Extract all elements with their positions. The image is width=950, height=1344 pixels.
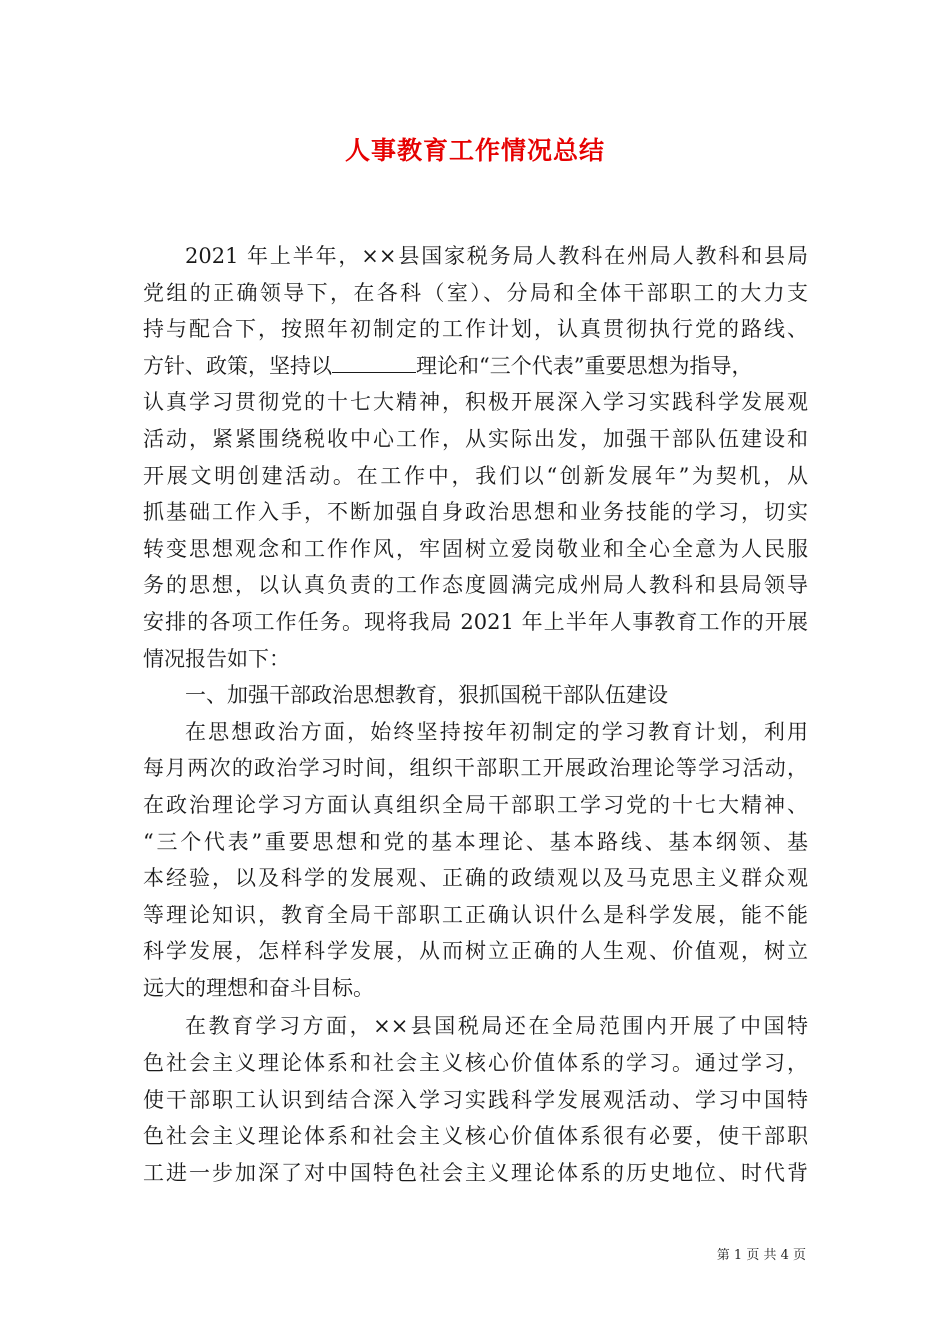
paragraph-line: 情况报告如下： [143, 646, 290, 671]
document-body [143, 238, 808, 1191]
document-title: 人事教育工作情况总结 [344, 136, 605, 165]
paragraph-line: 在思想政治方面，始终坚持按年初制定的学习教育计划，利用 [185, 719, 808, 744]
paragraph-line: 转变思想观念和工作作风，牢固树立爱岗敬业和全心全意为人民服 [143, 536, 808, 561]
paragraph-line: 开展文明创建活动。在工作中，我们以“创新发展年”为契机，从 [143, 463, 808, 488]
paragraph-line: 等理论知识，教育全局干部职工正确认识什么是科学发展，能不能 [143, 902, 808, 927]
paragraph-line-with-blank [143, 348, 808, 385]
paragraph-line: 本经验，以及科学的发展观、正确的政绩观以及马克思主义群众观 [143, 866, 808, 891]
blank-line-after: 理论和“三个代表”重要思想为指导， [416, 353, 753, 378]
paragraph-line: 认真学习贯彻党的十七大精神，积极开展深入学习实践科学发展观 [143, 390, 808, 415]
paragraph-line: 持与配合下，按照年初制定的工作计划，认真贯彻执行党的路线、 [143, 317, 808, 342]
paragraph-line: 色社会主义理论体系和社会主义核心价值体系的学习。通过学习， [143, 1051, 808, 1076]
paragraph-line: 工进一步加深了对中国特色社会主义理论体系的历史地位、时代背 [143, 1160, 808, 1185]
paragraph-line: 在政治理论学习方面认真组织全局干部职工学习党的十七大精神、 [143, 792, 808, 817]
paragraph-line: 活动，紧紧围绕税收中心工作，从实际出发，加强干部队伍建设和 [143, 426, 808, 451]
paragraph-line: 务的思想，以认真负责的工作态度圆满完成州局人教科和县局领导 [143, 573, 808, 598]
section-heading: 一、加强干部政治思想教育，狠抓国税干部队伍建设 [185, 683, 668, 708]
paragraph-line: 科学发展，怎样科学发展，从而树立正确的人生观、价值观，树立 [143, 939, 808, 964]
paragraph-line: 每月两次的政治学习时间，组织干部职工开展政治理论等学习活动， [143, 756, 808, 781]
paragraph-line: 远大的理想和奋斗目标。 [143, 975, 374, 1000]
paragraph-line: “三个代表”重要思想和党的基本理论、基本路线、基本纲领、基 [143, 829, 808, 854]
paragraph-line: 在教育学习方面，××县国税局还在全局范围内开展了中国特 [185, 1014, 808, 1039]
paragraph-line: 使干部职工认识到结合深入学习实践科学发展观活动、学习中国特 [143, 1087, 808, 1112]
paragraph-line: 色社会主义理论体系和社会主义核心价值体系很有必要，使干部职 [143, 1124, 808, 1149]
page-number: 第 1 页 共 4 页 [716, 1248, 806, 1263]
fill-in-blank [332, 352, 416, 373]
paragraph-line: 2021 年上半年，××县国家税务局人教科在州局人教科和县局 [185, 244, 808, 268]
paragraph-line: 党组的正确领导下，在各科（室）、分局和全体干部职工的大力支 [143, 280, 808, 305]
paragraph-line: 抓基础工作入手，不断加强自身政治思想和业务技能的学习，切实 [143, 500, 808, 525]
blank-line-before: 方针、政策，坚持以 [143, 353, 332, 378]
paragraph-line: 安排的各项工作任务。现将我局 2021 年上半年人事教育工作的开展 [143, 609, 808, 634]
